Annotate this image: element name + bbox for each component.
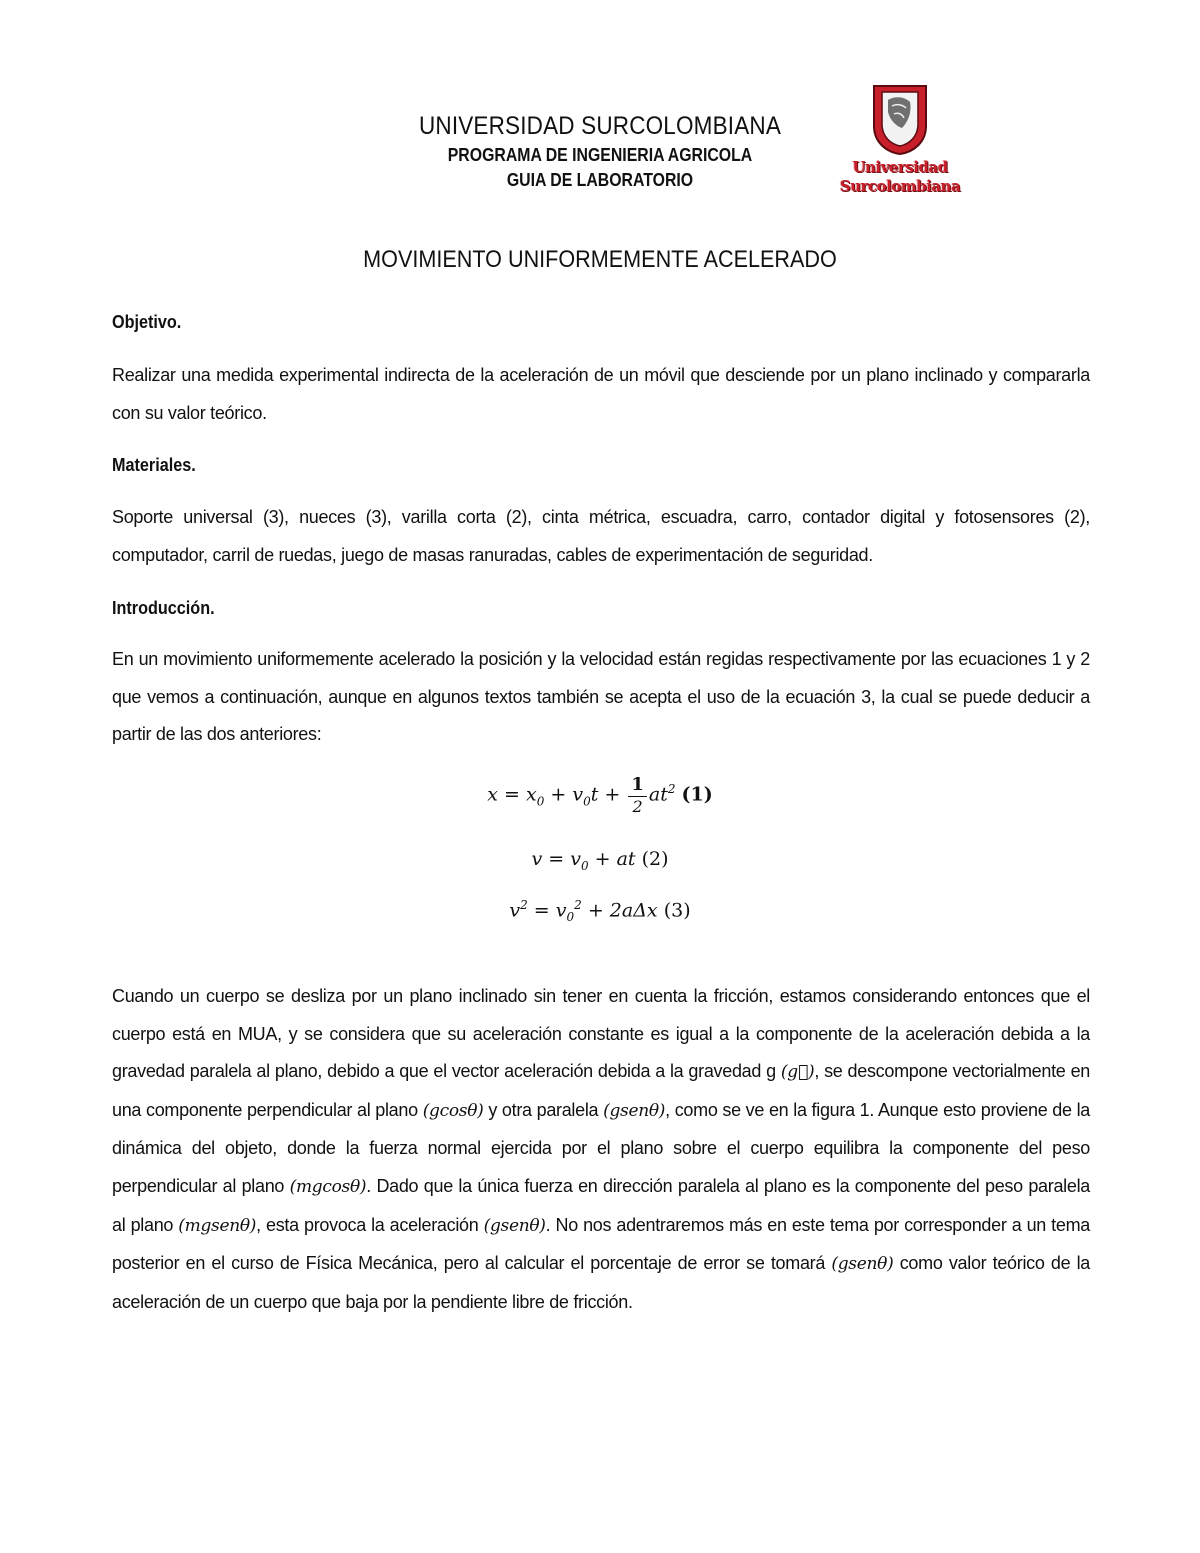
logo-text-line1: Universidad [852, 158, 948, 176]
eq1-numerator: 1 [628, 774, 647, 797]
math-gsen-3: (gsenθ) [831, 1254, 894, 1275]
eq1-lhs: x = x [487, 783, 537, 806]
eq1-sub: 0 [536, 794, 545, 809]
eq3-sup-b: 2 [574, 898, 582, 912]
eq3-sup-a: 2 [520, 898, 528, 912]
eq1-mid: + v [544, 783, 584, 806]
math-mgcos: (mgcosθ) [289, 1176, 367, 1197]
shield-icon [838, 82, 962, 158]
eq1-label: (1) [681, 783, 713, 806]
body-text-e: . Dado que la única fuerza en dirección paralela al plano es la componente del peso paralela al plano [112, 1175, 1090, 1235]
eq3-mid: = v [527, 899, 567, 922]
math-gsen: (gsenθ) [603, 1100, 666, 1121]
logo-text-line2: Surcolombiana [839, 177, 961, 195]
university-name: UNIVERSIDAD SURCOLOMBIANA [418, 112, 782, 140]
eq2-sub: 0 [580, 858, 589, 873]
paragraph-body [112, 978, 1090, 1321]
heading-objetivo: Objetivo. [112, 312, 182, 332]
eq2-lhs: v = v [531, 848, 581, 870]
eq1-sub-b: 0 [583, 794, 591, 809]
equation-3 [300, 898, 900, 924]
eq1-t: t + [590, 783, 627, 806]
body-text-h: como valor teórico de la aceleración de un cuerpo que baja por la pendiente libre de fricción. [112, 1253, 1091, 1312]
guide-label: GUIA DE LABORATORIO [506, 170, 694, 190]
paragraph-objetivo: Realizar una medida experimental indirecta de la aceleración de un móvil que desciende por un plano inclinado y compararla con su valor teórico. [112, 365, 1090, 423]
equation-2 [300, 848, 900, 873]
eq3-sub: 0 [566, 910, 575, 925]
body-text-f: , esta provoca la aceleración [256, 1214, 484, 1235]
math-gcos: (gcosθ) [422, 1100, 484, 1121]
university-logo [838, 82, 962, 200]
document-title: MOVIMIENTO UNIFORMEMENTE ACELERADO [363, 246, 837, 273]
body-text-d: , como se ve en la figura 1. Aunque esto proviene de la dinámica del objeto, donde la fuerza normal ejercida por el plano sobre el cuerpo equilibra la componente del peso perpendicular al plano [112, 1099, 1090, 1196]
equation-1 [300, 774, 900, 817]
body-text-b: , se descompone vectorialmente en una componente perpendicular al plano [112, 1061, 1090, 1120]
math-gsen-2: (gsenθ) [483, 1215, 546, 1236]
body-text-g: . No nos adentraremos más en este tema por corresponder a un tema posterior en el curso de Física Mecánica, pero al calcular el porcentaje de error se tomará [112, 1214, 1091, 1274]
heading-introduccion: Introducción. [112, 598, 215, 618]
math-g-vector: (g⃗) [780, 1062, 815, 1083]
heading-materiales: Materiales. [112, 455, 196, 475]
paragraph-introduccion: En un movimiento uniformemente acelerado la posición y la velocidad están regidas respectivamente por las ecuaciones 1 y 2 que vemos a continuación, aunque en algunos textos también se acepta el uso de la ecuación 3, la cual se puede deducir a partir de las dos anteriores: [112, 649, 1090, 745]
body-text-a: Cuando un cuerpo se desliza por un plano inclinado sin tener en cuenta la fricción, estamos considerando entonces que el cuerpo está en MUA, y se considera que su aceleración constante es igual a la componente de la aceleración debida a la gravedad paralela al plano, debido a que el vector aceleración debida a la gravedad g [112, 986, 1090, 1082]
program-name: PROGRAMA DE INGENIERIA AGRICOLA [447, 145, 753, 165]
eq1-rest: at [648, 783, 668, 806]
body-text-c: y otra paralela [483, 1099, 604, 1120]
eq2-label: (2) [641, 848, 669, 870]
math-mgsen: (mgsenθ) [178, 1215, 257, 1236]
eq3-label: (3) [663, 899, 691, 922]
eq1-fraction [628, 774, 647, 817]
eq2-rest: + at [588, 848, 642, 870]
paragraph-materiales: Soporte universal (3), nueces (3), varilla corta (2), cinta métrica, escuadra, carro, contador digital y fotosensores (2), computador, carril de ruedas, juego de masas ranuradas, cables de experimentación de seguridad. [112, 507, 1090, 565]
eq3-rest: + 2aΔx [581, 899, 664, 922]
eq1-denominator: 2 [632, 797, 643, 816]
eq1-sup: 2 [667, 782, 676, 797]
eq3-lhs: v [509, 899, 521, 922]
